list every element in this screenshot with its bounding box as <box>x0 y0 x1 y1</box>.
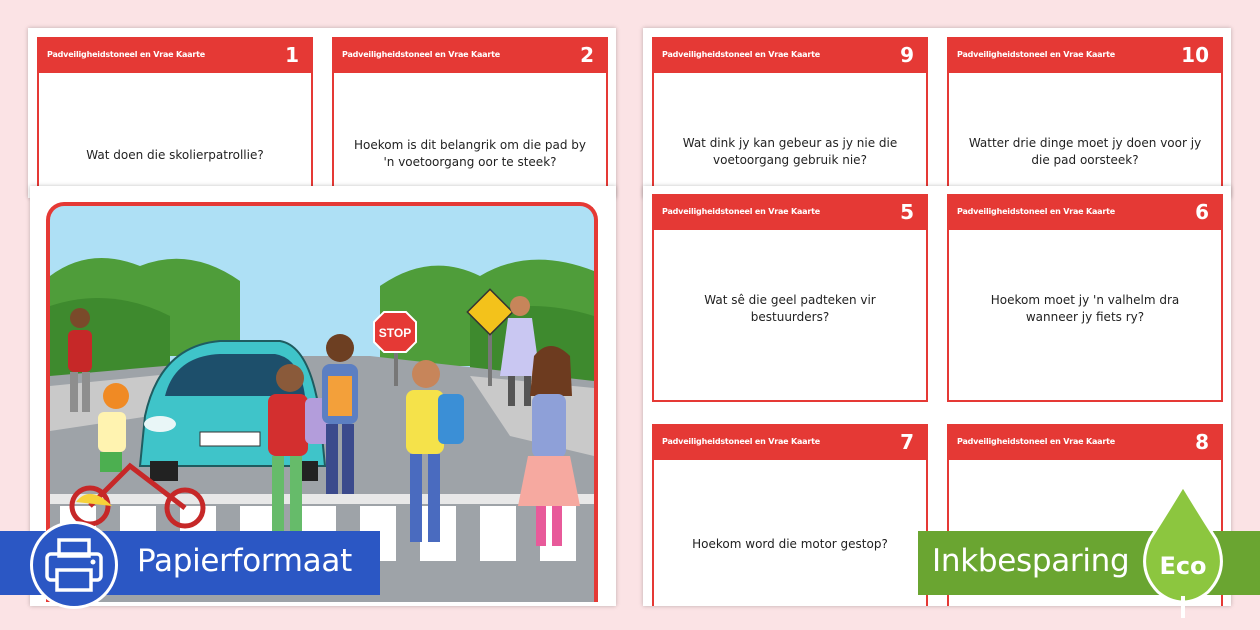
card-header <box>654 426 926 460</box>
eco-leaf-badge <box>1138 484 1228 619</box>
card-header <box>654 39 926 73</box>
card-number: 10 <box>1181 43 1209 67</box>
card-number: 1 <box>285 43 299 67</box>
card-header-title: Padveiligheidstoneel en Vrae Kaarte <box>957 50 1115 59</box>
card-2 <box>332 37 608 187</box>
card-header-title: Padveiligheidstoneel en Vrae Kaarte <box>662 50 820 59</box>
card-question: Watter drie dinge moet jy doen voor jy die pad oorsteek? <box>968 136 1202 167</box>
card-header <box>654 196 926 230</box>
card-6 <box>947 194 1223 402</box>
card-header-title: Padveiligheidstoneel en Vrae Kaarte <box>957 437 1115 446</box>
card-9 <box>652 37 928 187</box>
card-question: Hoekom is dit belangrik om die pad by 'n voetoorgang oor te steek? <box>353 138 587 169</box>
card-header-title: Padveiligheidstoneel en Vrae Kaarte <box>662 437 820 446</box>
card-1 <box>37 37 313 187</box>
card-question: Hoekom word die motor gestop? <box>692 537 888 551</box>
printer-icon-badge <box>30 521 118 609</box>
card-header-title: Padveiligheidstoneel en Vrae Kaarte <box>342 50 500 59</box>
printer-icon <box>33 524 115 606</box>
card-header <box>39 39 311 73</box>
paper-format-label: Papierformaat <box>137 543 352 579</box>
card-7 <box>652 424 928 606</box>
eco-label: Eco <box>1159 552 1207 580</box>
card-number: 6 <box>1195 200 1209 224</box>
card-question: Wat doen die skolierpatrollie? <box>86 148 264 162</box>
card-10 <box>947 37 1223 187</box>
card-header <box>949 196 1221 230</box>
card-number: 8 <box>1195 430 1209 454</box>
card-question: Hoekom moet jy 'n valhelm dra wanneer jy fiets ry? <box>990 293 1180 324</box>
card-header-title: Padveiligheidstoneel en Vrae Kaarte <box>662 207 820 216</box>
card-question: Wat sê die geel padteken vir bestuurders? <box>704 293 876 324</box>
card-header-title: Padveiligheidstoneel en Vrae Kaarte <box>47 50 205 59</box>
card-number: 7 <box>900 430 914 454</box>
ink-saving-label: Inkbesparing <box>932 543 1130 579</box>
card-header-title: Padveiligheidstoneel en Vrae Kaarte <box>957 207 1115 216</box>
leaf-icon <box>1138 484 1228 619</box>
card-header <box>949 426 1221 460</box>
card-number: 9 <box>900 43 914 67</box>
card-number: 2 <box>580 43 594 67</box>
card-number: 5 <box>900 200 914 224</box>
card-5 <box>652 194 928 402</box>
card-header <box>334 39 606 73</box>
card-question: Wat dink jy kan gebeur as jy nie die voetoorgang gebruik nie? <box>682 136 898 167</box>
card-header <box>949 39 1221 73</box>
stop-sign-text: STOP <box>378 326 412 340</box>
